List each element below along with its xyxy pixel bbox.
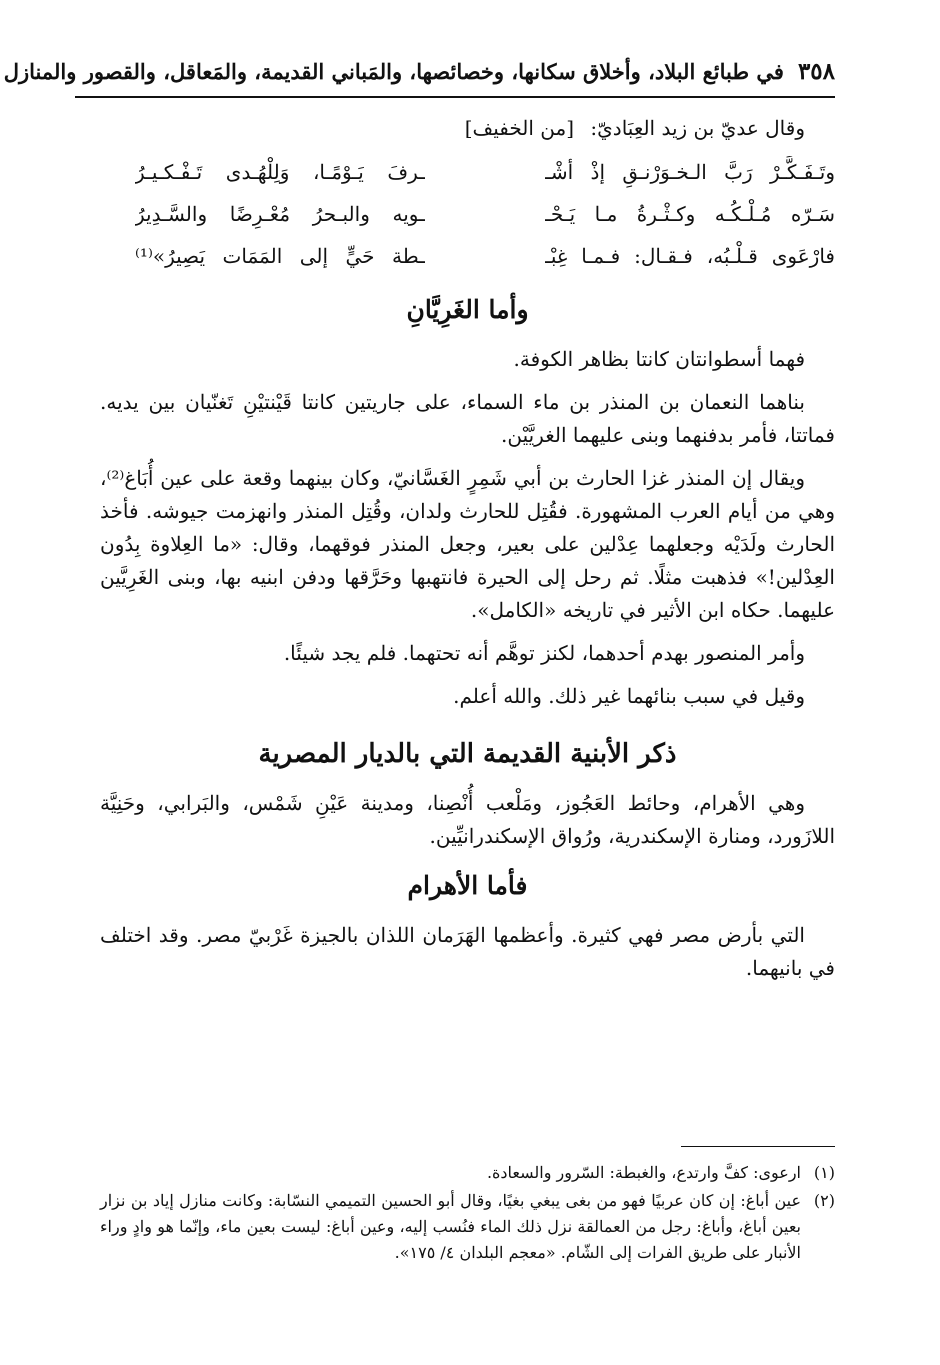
running-header [3,58,835,85]
section-heading-egypt-buildings: ذكر الأبنية القديمة التي بالديار المصرية [258,739,677,769]
poem-meter: [من الخفيف] [464,116,575,140]
footnote-rule [681,1146,835,1147]
footnote-number: (١) [813,1163,835,1182]
verse-second-hemistich: ـويه والبـحرُ مُعْـرِضًا والسَّـدِيرُ [135,201,425,226]
footnote-text: عين أباغ: إن كان عربيًا فهو من بغى يبغي بغيًا، وقال أبو الحسين التميمي النسّابة: وكانت منازل إياد بن نزار بعين أباغ، وأباغ: رجل من العمالقة نزل ذلك الماء فنُسب إليه، وعين أباغ: ليست بعين ماء، وإنّما هو وادٍ وراء الأنبار على طريق الفرات إلى الشّام. «معجم البلدان ٤/ ١٧٥». [100,1191,801,1262]
verse-first-hemistich: فارْعَوى قـلْـبُه، فـقـال: فـمـا غِبْـ [545,243,835,268]
poem-intro [100,112,805,145]
verse-second-hemistich: ـرفَ يَـوْمًـا، وَلِلْهُـدى تَـفْـكـيـرُ [135,159,425,184]
footnote-number: (٢) [813,1191,835,1210]
section-heading-pyramids: فأما الأهرام [407,871,528,900]
footnote [100,1188,835,1266]
paragraph: وهي الأهرام، وحائط العَجُوز، ومَلْعب أُنْصِنا، ومدينة عَيْنِ شَمْس، والبَرابي، وحَنِيَّة اللازَورد، ومنارة الإسكندرية، ورُواق الإسكندرانيِّين. [100,791,835,848]
footnote [100,1160,835,1186]
verse-line [135,235,835,277]
verse-second-hemistich: ـطة حَيٍّ إلى المَمَات يَصِيرُ»⁽¹⁾ [135,243,425,268]
paragraph: بناهما النعمان بن المنذر بن ماء السماء، على جاريتين كانتا قَيْنتيْنِ تَغنّيان بين يديه. فماتتا، فأمر بدفنهما وبنى عليهما الغريَّيْن. [100,390,835,447]
section-heading-ghariyyan: وأما الغَرِيَّانِ [406,295,529,324]
paragraph: ويقال إن المنذر غزا الحارث بن أبي شَمِرٍ الغَسَّانيّ، وكان بينهما وقعة على عين أُبَاغ⁽²⁾، وهي من أيام العرب المشهورة. فقُتِل للحارث ولدان، وقُتِل المنذر وانهزمت جيوشه. فأخذ الحارث ولَدَيْه وجعلهما عِدْلين على بعير، وجعل المنذر فوقهما، وقال: «ما العِلاوة بِدُون العِدْلين!» فذهبت مثلًا. ثم رحل إلى الحيرة فانتهبها وحَرَّقها ودفن ابنيه بها، وبنى الغَرِيَّين عليهما. حكاه ابن الأثير في تاريخه «الكامل». [100,466,835,622]
paragraph: التي بأرض مصر فهي كثيرة. وأعظمها الهَرَمان اللذان بالجيزة غَرْبيّ مصر. وقد اختلف في بانيهما. [100,923,835,980]
main-content [100,112,835,995]
verse-first-hemistich: سَـرّه مُـلْـكُـه وكـثْـرةُ مـا يَـحْـ [545,201,835,226]
paragraph: وقيل في سبب بنائهما غير ذلك. والله أعلم. [453,684,805,708]
verse-line [135,193,835,235]
paragraph: وأمر المنصور بهدم أحدهما، لكنز توهَّم أنه تحتهما. فلم يجد شيئًا. [283,641,805,665]
poem-intro-text: وقال عديّ بن زيد العِبَاديّ: [590,116,805,140]
header-rule [75,96,835,98]
verse-first-hemistich: وتَـفَـكَّـرْ رَبَّ الـخـوَرْنـقِ إذْ أشْـ [545,159,835,184]
footnote-text: ارعوى: كفَّ وارتدع، والغبطة: السّرور والسعادة. [486,1163,801,1182]
poem-verses [135,151,835,277]
paragraph: فهما أسطوانتان كانتا بظاهر الكوفة. [513,347,805,371]
page-number: ٣٥٨ [797,58,835,85]
verse-line [135,151,835,193]
footnotes [100,1160,835,1268]
running-title: في طبائع البلاد، وأخلاق سكانها، وخصائصها، والمَباني القديمة، والمَعاقل، والقصور والمنازل [3,59,784,84]
